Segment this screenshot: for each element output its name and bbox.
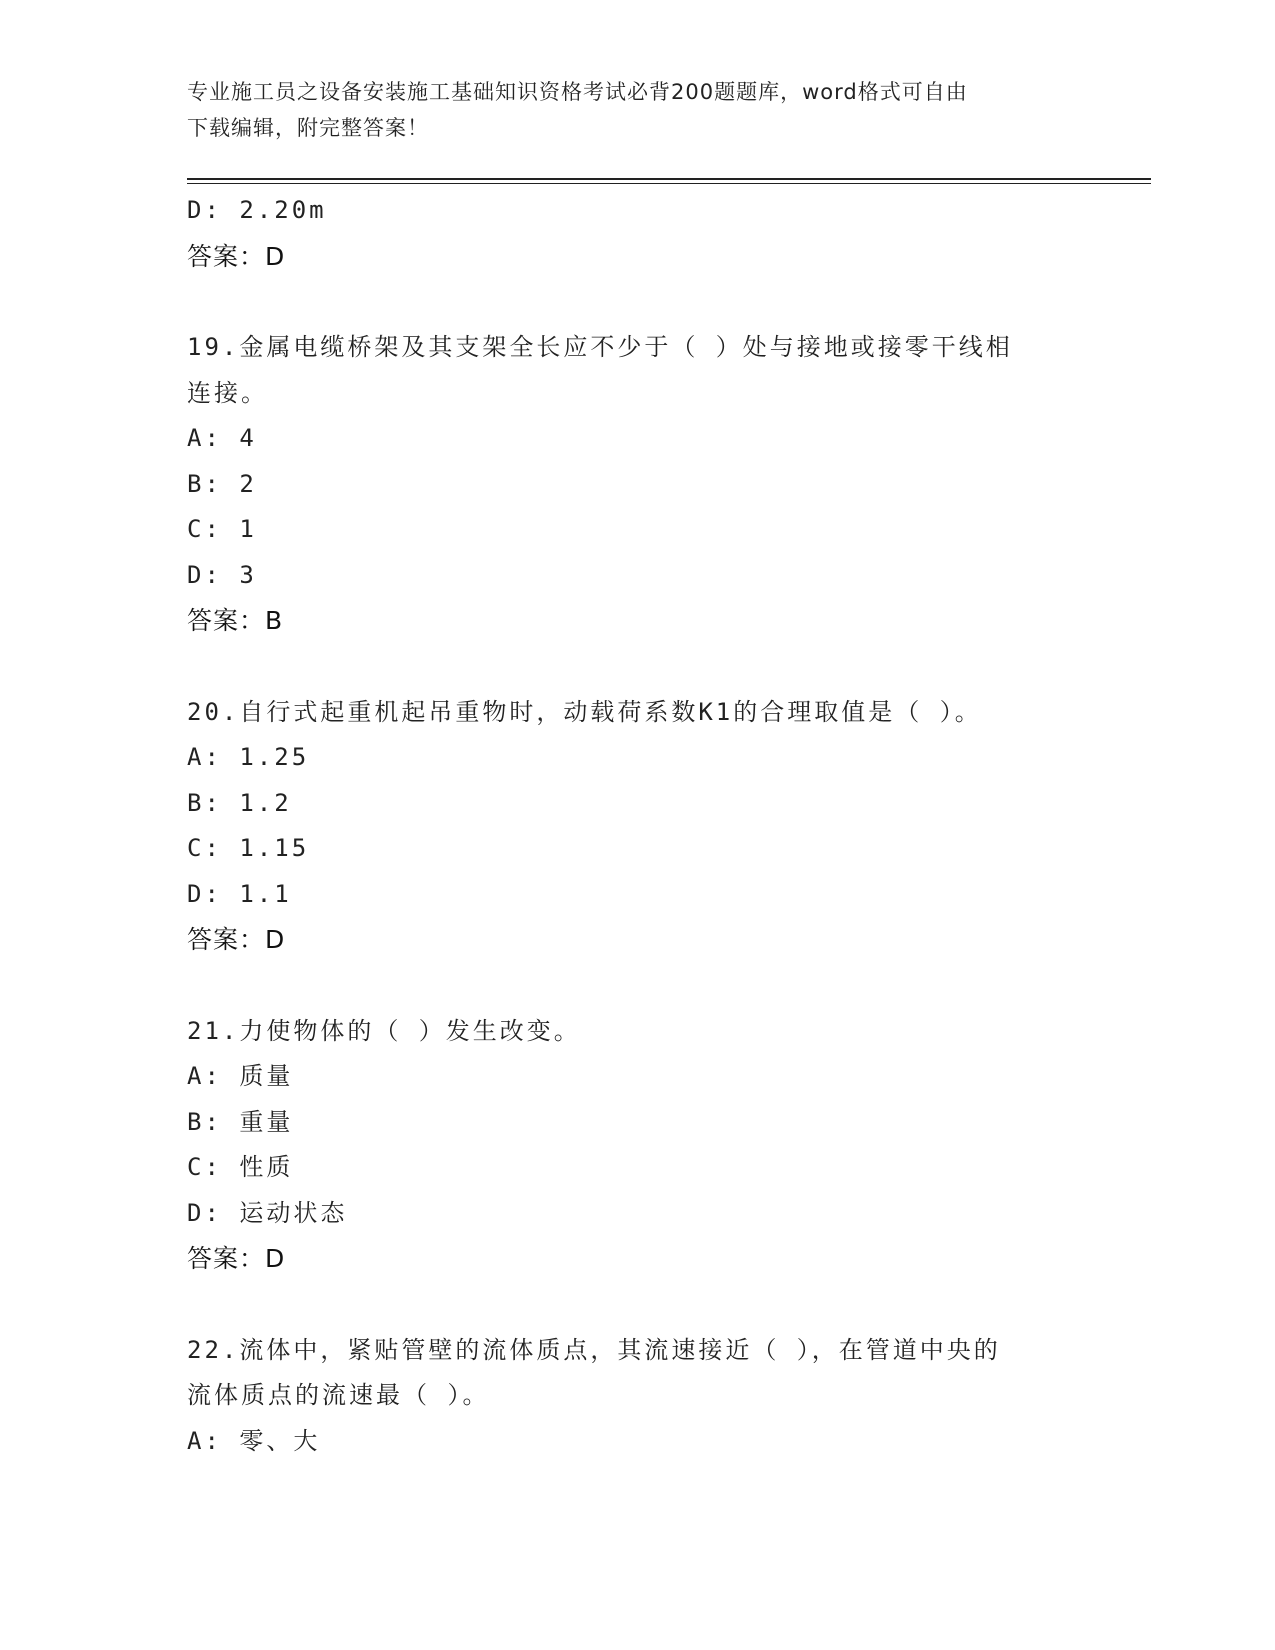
question-stem-line-2: 连接。 [187, 378, 268, 407]
question-content [187, 188, 1087, 1464]
question-stem-line-2: 流体质点的流速最（ ）。 [187, 1381, 490, 1409]
option-d: D: 运动状态 [187, 1198, 348, 1227]
question-stem-line-1: 22.流体中，紧贴管壁的流体质点，其流速接近（ ），在管道中央的 [187, 1335, 1001, 1364]
carryover-option-d: D: 2.20m [187, 196, 327, 224]
answer: 答案：D [187, 1244, 286, 1273]
question-stem [187, 325, 1067, 416]
header-line-1: 专业施工员之设备安装施工基础知识资格考试必背200题题库，word格式可自由 [187, 80, 968, 104]
question-stem-line-1: 21.力使物体的（ ）发生改变。 [187, 1016, 581, 1045]
question-stem [187, 1328, 1067, 1419]
option-c: C: 1.15 [187, 834, 310, 862]
question-20 [187, 690, 1087, 963]
question-19 [187, 325, 1087, 644]
option-a: A: 1.25 [187, 743, 310, 771]
page-header [187, 74, 1087, 146]
option-c: C: 性质 [187, 1153, 294, 1181]
question-22 [187, 1328, 1087, 1465]
option-a: A: 4 [187, 424, 257, 452]
option-a: A: 零、大 [187, 1426, 321, 1455]
answer: 答案：B [187, 606, 284, 635]
header-line-2: 下载编辑，附完整答案！ [187, 116, 429, 140]
question-stem-line-1: 20.自行式起重机起吊重物时，动载荷系数K1的合理取值是（ ）。 [187, 697, 982, 726]
carryover-answer: 答案：D [187, 241, 286, 271]
option-d: D: 1.1 [187, 879, 292, 908]
option-a: A: 质量 [187, 1062, 294, 1090]
option-b: B: 1.2 [187, 788, 292, 817]
option-b: B: 2 [187, 469, 257, 498]
question-21 [187, 1009, 1087, 1282]
option-c: C: 1 [187, 515, 257, 543]
answer: 答案：D [187, 925, 286, 954]
question-stem-line-1: 19.金属电缆桥架及其支架全长应不少于（ ）处与接地或接零干线相 [187, 333, 1013, 361]
header-divider-thin [187, 183, 1151, 184]
question-stem [187, 690, 1067, 736]
question-stem [187, 1009, 1067, 1055]
header-divider-thick [187, 178, 1151, 180]
option-d: D: 3 [187, 560, 257, 589]
option-b: B: 重量 [187, 1107, 294, 1136]
